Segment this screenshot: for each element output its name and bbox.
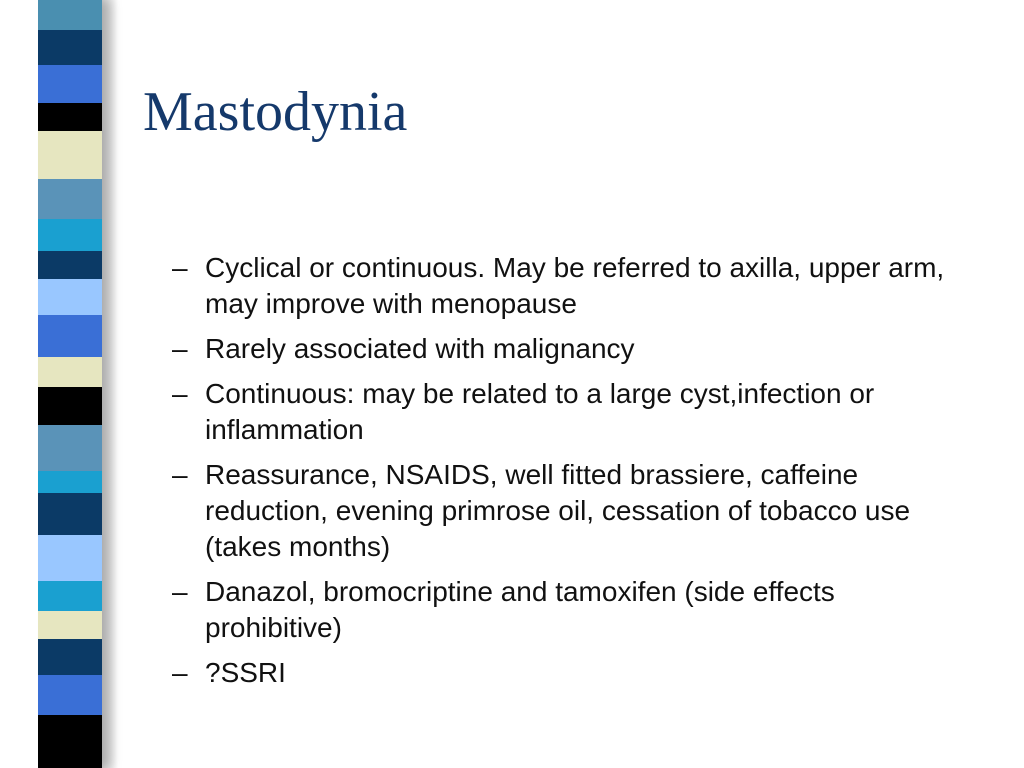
stripe-segment <box>38 65 102 103</box>
bullet-text: Reassurance, NSAIDS, well fitted brassiere, caffeine reduction, evening primrose oil, cessation of tobacco use (takes months) <box>205 459 911 562</box>
stripe-segment <box>38 179 102 219</box>
stripe-segment <box>38 715 102 768</box>
bullet-marker: – <box>172 378 188 409</box>
stripe-segment <box>38 279 102 315</box>
stripe-segment <box>38 581 102 611</box>
stripe-segment <box>38 425 102 471</box>
bullet-marker: – <box>172 576 188 607</box>
slide-title: Mastodynia <box>143 81 408 143</box>
bullet-text: Rarely associated with malignancy <box>205 333 635 364</box>
stripe-segment <box>38 611 102 639</box>
bullet-marker: – <box>172 333 188 364</box>
stripe-segment <box>38 315 102 357</box>
bullet-list <box>172 250 972 700</box>
bullet-item <box>172 457 972 565</box>
stripe-segment <box>38 103 102 131</box>
bullet-item <box>172 376 972 448</box>
bullet-item <box>172 331 972 367</box>
bullet-marker: – <box>172 657 188 688</box>
bullet-text: Danazol, bromocriptine and tamoxifen (side effects prohibitive) <box>205 576 835 643</box>
stripe-segment <box>38 493 102 535</box>
stripe-segment <box>38 131 102 179</box>
stripe-segment <box>38 675 102 715</box>
stripe-segment <box>38 639 102 675</box>
decorative-stripe <box>38 0 102 768</box>
bullet-text: Continuous: may be related to a large cyst,infection or inflammation <box>205 378 875 445</box>
bullet-item <box>172 574 972 646</box>
stripe-segment <box>38 30 102 65</box>
stripe-segment <box>38 251 102 279</box>
stripe-segment <box>38 0 102 30</box>
bullet-marker: – <box>172 459 188 490</box>
bullet-text: ?SSRI <box>205 657 286 688</box>
bullet-item <box>172 250 972 322</box>
bullet-marker: – <box>172 252 188 283</box>
stripe-segment <box>38 219 102 251</box>
stripe-segment <box>38 471 102 493</box>
stripe-segment <box>38 357 102 387</box>
bullet-item <box>172 655 972 691</box>
stripe-segment <box>38 387 102 425</box>
stripe-segment <box>38 535 102 581</box>
bullet-text: Cyclical or continuous. May be referred to axilla, upper arm, may improve with menopause <box>205 252 945 319</box>
